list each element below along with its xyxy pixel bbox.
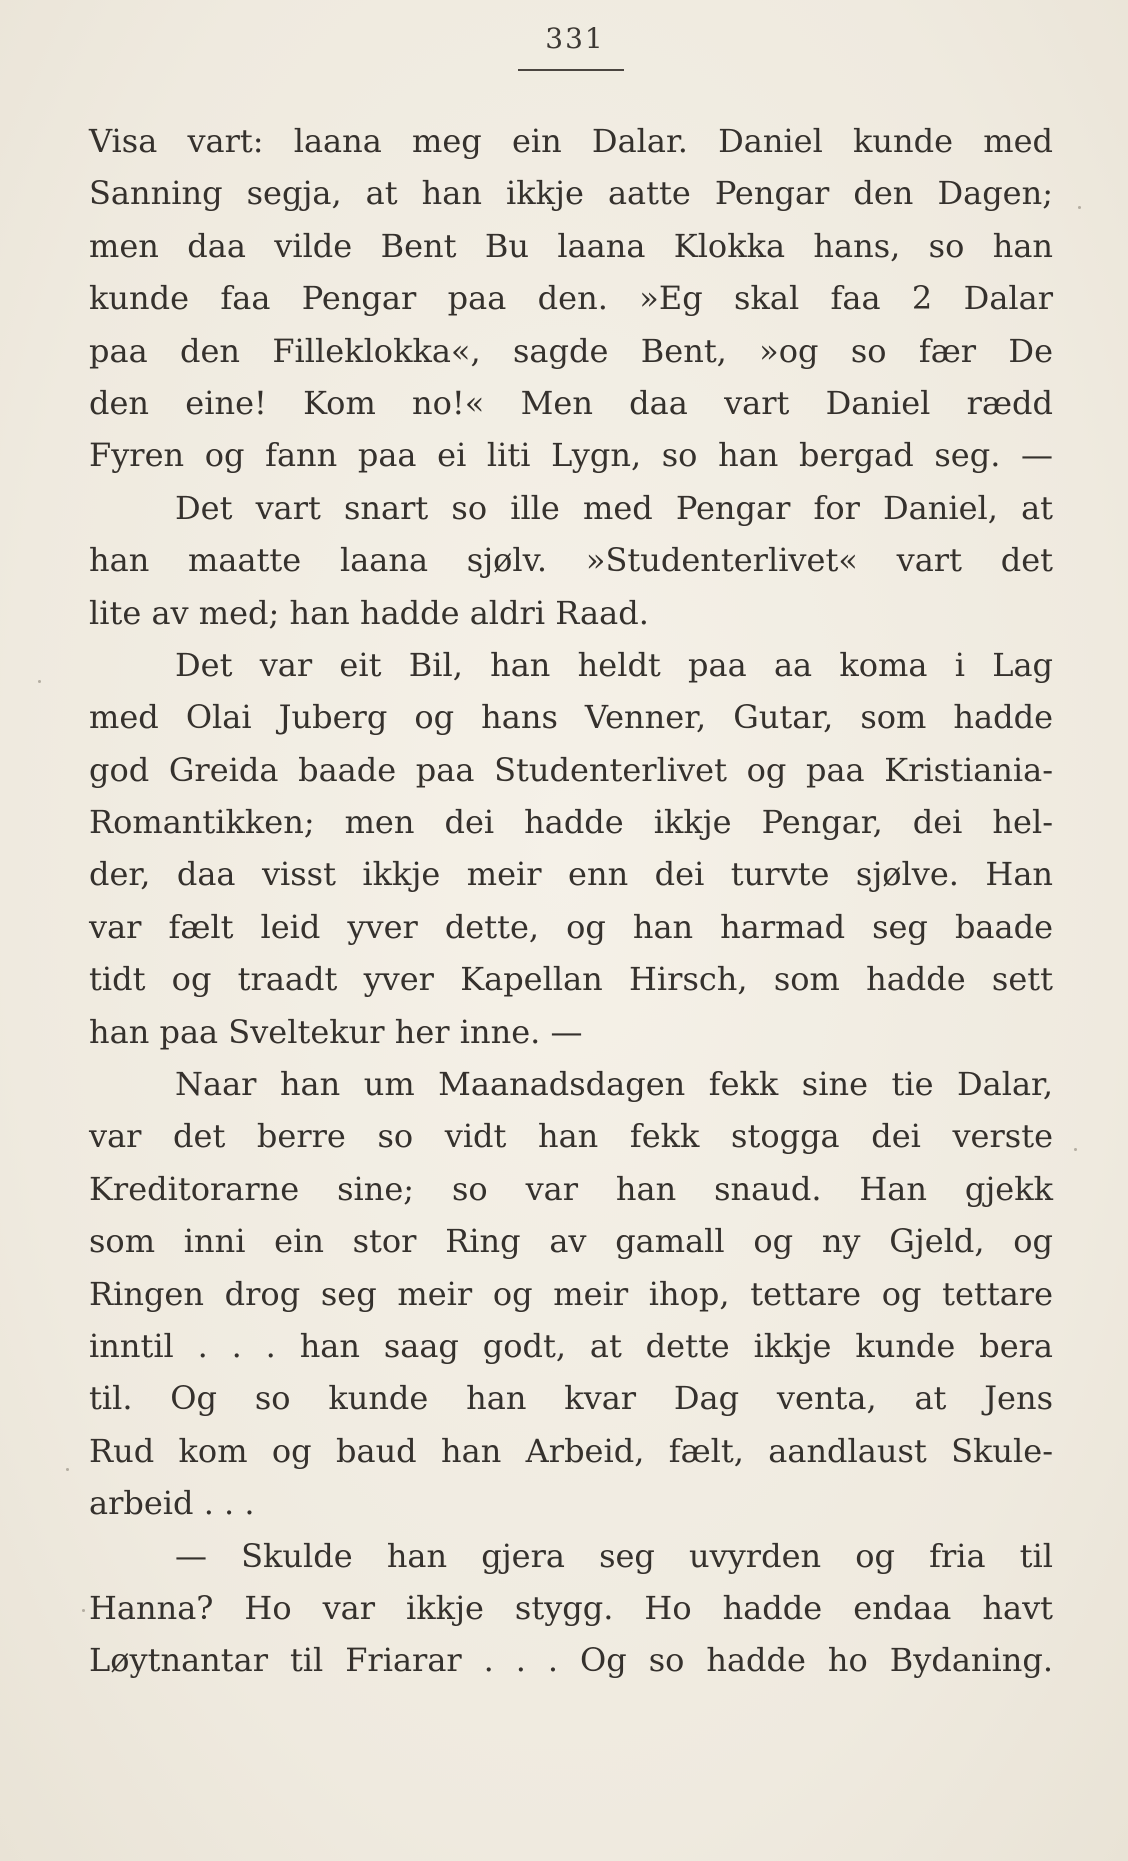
text-line: Hanna? Ho var ikkje stygg. Ho hadde endaa havt bbox=[89, 1588, 1053, 1627]
text-line: inntil . . . han saag godt, at dette ikkje kunde bera bbox=[89, 1326, 1053, 1365]
text-line: Kreditorarne sine; so var han snaud. Han gjekk bbox=[89, 1169, 1053, 1208]
text-line: Naar han um Maanadsdagen fekk sine tie Dalar, bbox=[175, 1065, 1053, 1104]
text-line: Rud kom og baud han Arbeid, fælt, aandlaust Skule- bbox=[89, 1431, 1053, 1470]
page-number-rule bbox=[518, 69, 624, 71]
text-line: som inni ein stor Ring av gamall og ny Gjeld, og bbox=[89, 1222, 1053, 1261]
text-line: var fælt leid yver dette, og han harmad seg baade bbox=[89, 907, 1053, 946]
paper-speck bbox=[1078, 206, 1081, 209]
page-number: 331 bbox=[545, 22, 605, 55]
text-line: han maatte laana sjølv. »Studenterlivet« vart det bbox=[89, 541, 1053, 580]
text-line: var det berre so vidt han fekk stogga dei verste bbox=[89, 1117, 1053, 1156]
text-line: Det vart snart so ille med Pengar for Daniel, at bbox=[175, 488, 1053, 527]
text-line: Løytnantar til Friarar . . . Og so hadde ho Bydaning. bbox=[89, 1641, 1053, 1680]
text-line: — Skulde han gjera seg uvyrden og fria til bbox=[175, 1536, 1053, 1575]
paper-speck bbox=[66, 1468, 69, 1471]
paper-speck bbox=[82, 1609, 85, 1612]
paper-speck bbox=[38, 680, 41, 683]
text-line: tidt og traadt yver Kapellan Hirsch, som hadde sett bbox=[89, 960, 1053, 999]
text-line: han paa Sveltekur her inne. — bbox=[89, 1012, 583, 1051]
paper-speck bbox=[1074, 1148, 1077, 1151]
text-line: der, daa visst ikkje meir enn dei turvte sjølve. Han bbox=[89, 855, 1053, 894]
text-line: Romantikken; men dei hadde ikkje Pengar, dei hel- bbox=[89, 803, 1053, 842]
text-line: Sanning segja, at han ikkje aatte Pengar den Dagen; bbox=[89, 174, 1053, 213]
body-text bbox=[89, 115, 1053, 1687]
text-line: Det var eit Bil, han heldt paa aa koma i Lag bbox=[175, 645, 1053, 684]
text-line: Visa vart: laana meg ein Dalar. Daniel kunde med bbox=[89, 122, 1053, 160]
text-line: med Olai Juberg og hans Venner, Gutar, som hadde bbox=[89, 698, 1053, 737]
text-line: Ringen drog seg meir og meir ihop, tettare og tettare bbox=[89, 1274, 1053, 1313]
text-line: kunde faa Pengar paa den. »Eg skal faa 2 Dalar bbox=[89, 279, 1053, 318]
text-line: arbeid . . . bbox=[89, 1484, 255, 1523]
text-line: til. Og so kunde han kvar Dag venta, at Jens bbox=[89, 1379, 1053, 1418]
text-line: god Greida baade paa Studenterlivet og paa Kristiania- bbox=[89, 750, 1053, 789]
text-line: lite av med; han hadde aldri Raad. bbox=[89, 593, 649, 632]
text-line: den eine! Kom no!« Men daa vart Daniel rædd bbox=[89, 383, 1053, 422]
text-line: men daa vilde Bent Bu laana Klokka hans, so han bbox=[89, 226, 1053, 265]
text-line: paa den Filleklokka«, sagde Bent, »og so fær De bbox=[89, 331, 1053, 370]
text-line: Fyren og fann paa ei liti Lygn, so han bergad seg. — bbox=[89, 436, 1053, 475]
